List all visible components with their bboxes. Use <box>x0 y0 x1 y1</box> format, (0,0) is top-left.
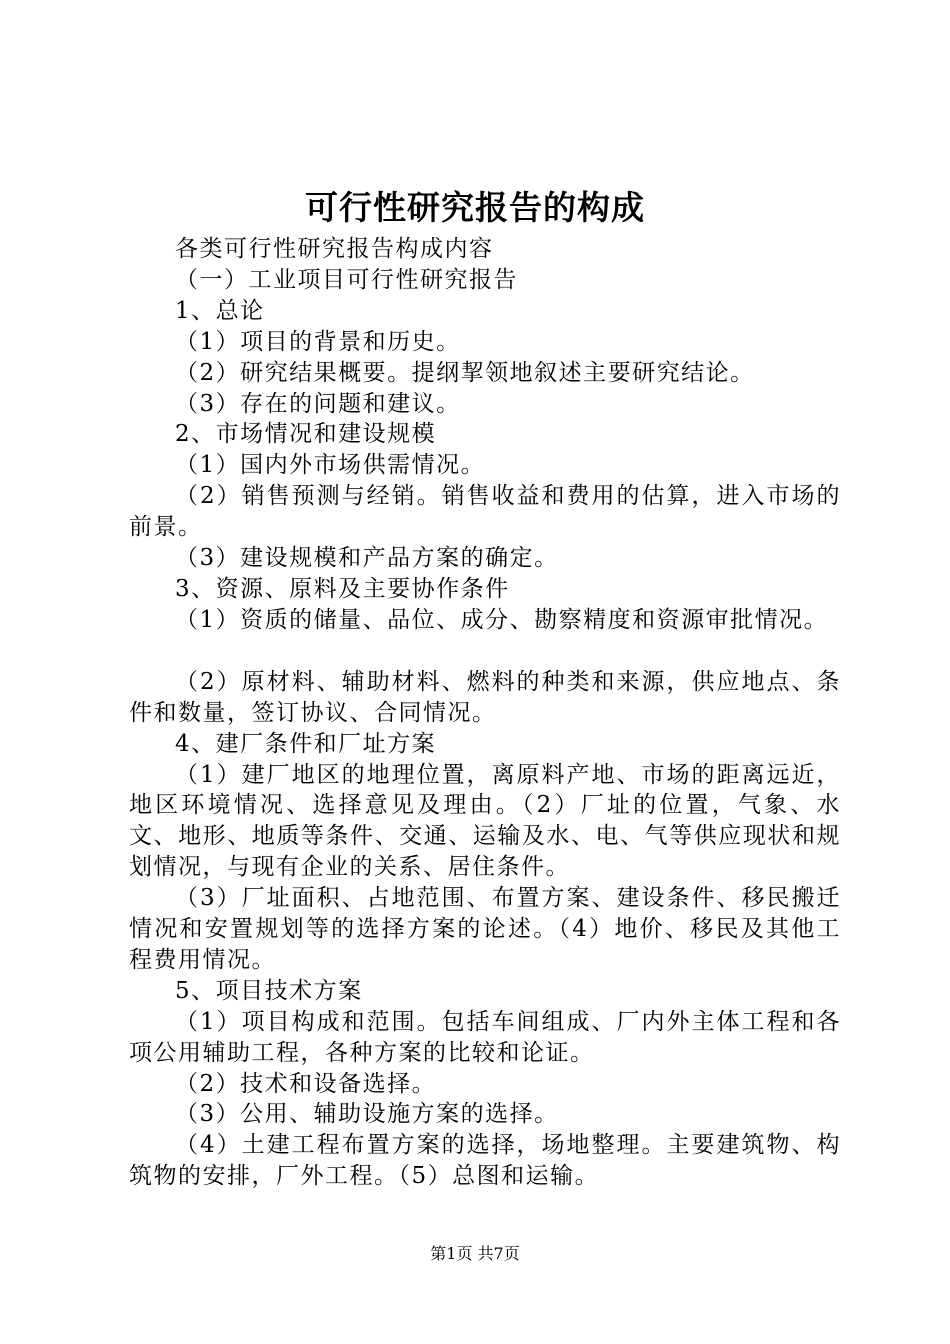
list-item: （2）销售预测与经销。销售收益和费用的估算，进入市场的前景。 <box>129 483 841 541</box>
section-heading: （一）工业项目可行性研究报告 <box>175 266 518 293</box>
chapter-heading: 2、市场情况和建设规模 <box>175 421 437 448</box>
list-item: （1）国内外市场供需情况。 <box>175 452 486 479</box>
list-item: （3）厂址面积、占地范围、布置方案、建设条件、移民搬迁情况和安置规划等的选择方案的论述。（4）地价、移民及其他工程费用情况。 <box>129 885 841 973</box>
chapter-heading: 4、建厂条件和厂址方案 <box>175 730 437 757</box>
list-item: （4）土建工程布置方案的选择，场地整理。主要建筑物、构筑物的安排，厂外工程。（5）总图和运输。 <box>129 1132 841 1190</box>
list-item: （1）资质的储量、品位、成分、勘察精度和资源审批情况。 <box>175 606 829 633</box>
list-item: （2）原材料、辅助材料、燃料的种类和来源，供应地点、条件和数量，签订协议、合同情况。 <box>129 668 841 726</box>
document-body <box>129 234 841 1192</box>
page-number-footer: 第1页 共7页 <box>430 1244 520 1263</box>
list-item: （3）存在的问题和建议。 <box>175 390 461 417</box>
list-item: （2）技术和设备选择。 <box>175 1070 437 1097</box>
list-item: （3）建设规模和产品方案的确定。 <box>175 545 559 572</box>
chapter-heading: 3、资源、原料及主要协作条件 <box>175 575 510 602</box>
chapter-heading: 1、总论 <box>175 297 265 324</box>
list-item: （3）公用、辅助设施方案的选择。 <box>175 1101 559 1128</box>
list-item: （2）研究结果概要。提纲挈领地叙述主要研究结论。 <box>175 359 755 386</box>
list-item: （1）项目的背景和历史。 <box>175 328 461 355</box>
list-item: （1）项目构成和范围。包括车间组成、厂内外主体工程和各项公用辅助工程，各种方案的比较和论证。 <box>129 1008 841 1066</box>
document-title: 可行性研究报告的构成 <box>305 188 645 227</box>
paragraph: 各类可行性研究报告构成内容 <box>175 236 494 262</box>
list-item: （1）建厂地区的地理位置，离原料产地、市场的距离远近，地区环境情况、选择意见及理由。（2）厂址的位置，气象、水文、地形、地质等条件、交通、运输及水、电、气等供应现状和规划情况，与现有企业的关系、居住条件。 <box>129 761 841 881</box>
chapter-heading: 5、项目技术方案 <box>175 977 363 1004</box>
